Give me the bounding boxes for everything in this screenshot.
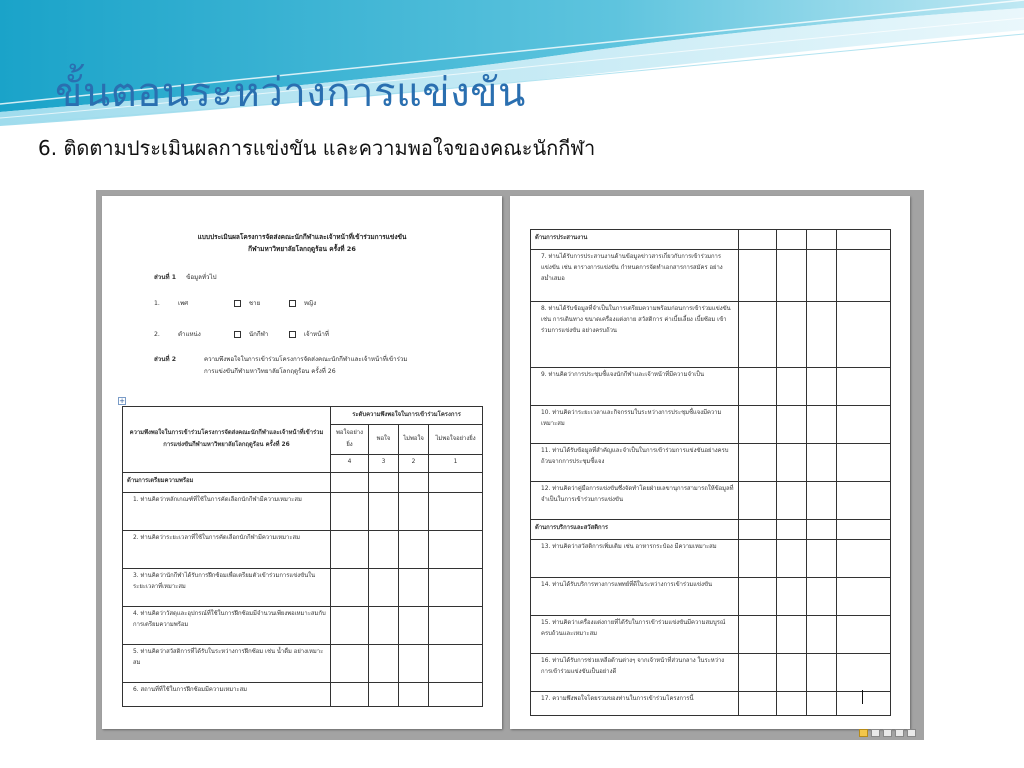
item-9: 9. ท่านคิดว่าการประชุมชี้แจงนักกีฬาและเจ้าหน้าที่มีความจำเป็น (531, 368, 739, 406)
rating-cell[interactable] (399, 493, 429, 531)
rating-cell[interactable] (807, 654, 837, 692)
part2-text-line1: ความพึงพอใจในการเข้าร่วมโครงการจัดส่งคณะนักกีฬาและเจ้าหน้าที่เข้าร่วม (203, 356, 408, 363)
item-14: 14. ท่านได้รับบริการทางการแพทย์ที่ดีในระหว่างการเข้าร่วมแข่งขัน (531, 578, 739, 616)
rating-cell[interactable] (807, 692, 837, 716)
item-1: 1. ท่านคิดว่าหลักเกณฑ์ที่ใช้ในการคัดเลือกนักกีฬามีความเหมาะสม (123, 493, 331, 531)
print-layout-view-icon[interactable] (859, 729, 868, 737)
part1-label: ส่วนที่ 1 (154, 274, 177, 281)
checkbox-male[interactable] (234, 300, 241, 307)
slide-title: ขั้นตอนระหว่างการแข่งขัน (55, 70, 526, 116)
table-row (531, 250, 891, 302)
level-header-unsatisfied: ไม่พอใจ (399, 425, 429, 455)
slide-subtitle: 6. ติดตามประเมินผลการแข่งขัน และความพอใจของคณะนักกีฬา (38, 136, 596, 160)
rating-cell[interactable] (739, 616, 777, 654)
rating-cell[interactable] (807, 578, 837, 616)
table-row (123, 683, 483, 707)
item-6: 6. สถานที่ที่ใช้ในการฝึกซ้อมมีความเหมาะสม (123, 683, 331, 707)
score-2: 2 (399, 455, 429, 473)
rating-cell[interactable] (777, 692, 807, 716)
q1-number: 1. (154, 300, 160, 307)
rating-cell[interactable] (331, 531, 369, 569)
table-row (123, 569, 483, 607)
evaluation-table-right (530, 229, 891, 716)
table-row (531, 482, 891, 520)
form-title-line2: กีฬามหาวิทยาลัยโลกฤดูร้อน ครั้งที่ 26 (248, 244, 356, 253)
q1-option-male: ชาย (248, 300, 261, 307)
rating-cell[interactable] (807, 482, 837, 520)
rating-cell[interactable] (807, 444, 837, 482)
score-4: 4 (331, 455, 369, 473)
level-header-very-unsatisfied: ไม่พอใจอย่างยิ่ง (429, 425, 483, 455)
q1-option-female: หญิง (303, 300, 317, 307)
rating-cell[interactable] (777, 302, 807, 368)
rating-cell[interactable] (777, 250, 807, 302)
category-preparation: ด้านการเตรียมความพร้อม (123, 473, 331, 493)
table-row (531, 578, 891, 616)
rating-cell[interactable] (777, 578, 807, 616)
table-row (531, 540, 891, 578)
rating-cell[interactable] (837, 406, 891, 444)
document-page-right (510, 196, 910, 729)
document-page-left (102, 196, 502, 729)
rating-cell[interactable] (837, 654, 891, 692)
item-5: 5. ท่านคิดว่าสวัสดิการที่ได้รับในระหว่างการฝึกซ้อม เช่น น้ำดื่ม อย่างเหมาะสม (123, 645, 331, 683)
item-13: 13. ท่านคิดว่าสวัสดิการเพิ่มเติม เช่น อาหารกระป๋อง มีความเหมาะสม (531, 540, 739, 578)
rating-cell[interactable] (777, 540, 807, 578)
checkbox-staff[interactable] (289, 331, 296, 338)
rating-cell[interactable] (807, 368, 837, 406)
rating-cell[interactable] (331, 493, 369, 531)
rating-cell[interactable] (739, 654, 777, 692)
question-gender (154, 298, 316, 308)
rating-cell[interactable] (331, 569, 369, 607)
table-row (531, 406, 891, 444)
rating-cell[interactable] (399, 531, 429, 569)
rating-cell[interactable] (369, 645, 399, 683)
rating-cell[interactable] (837, 482, 891, 520)
q1-label: เพศ (177, 300, 189, 307)
rating-cell[interactable] (369, 493, 399, 531)
form-title-line1: แบบประเมินผลโครงการจัดส่งคณะนักกีฬาและเจ้าหน้าที่เข้าร่วมการแข่งขัน (197, 233, 407, 241)
rating-cell[interactable] (777, 482, 807, 520)
rating-cell[interactable] (807, 406, 837, 444)
rating-cell[interactable] (739, 368, 777, 406)
table-row (531, 692, 891, 716)
rating-cell[interactable] (399, 683, 429, 707)
rating-cell[interactable] (739, 250, 777, 302)
table-row (531, 368, 891, 406)
rating-cell[interactable] (739, 540, 777, 578)
rating-cell[interactable] (331, 683, 369, 707)
rating-cell[interactable] (369, 531, 399, 569)
rating-cell[interactable] (429, 645, 483, 683)
form-title (102, 232, 502, 255)
document-viewer[interactable] (96, 190, 924, 740)
table-row (123, 645, 483, 683)
rating-cell[interactable] (807, 250, 837, 302)
rating-cell[interactable] (777, 444, 807, 482)
part2-text (204, 354, 408, 378)
rating-cell[interactable] (777, 654, 807, 692)
item-2: 2. ท่านคิดว่าระยะเวลาที่ใช้ในการคัดเลือกนักกีฬามีความเหมาะสม (123, 531, 331, 569)
rating-cell[interactable] (739, 578, 777, 616)
item-10: 10. ท่านคิดว่าระยะเวลาและกิจกรรมในระหว่างการประชุมชี้แจงมีความเหมาะสม (531, 406, 739, 444)
table-row (123, 607, 483, 645)
rating-cell[interactable] (837, 692, 891, 716)
table-header-level: ระดับความพึงพอใจในการเข้าร่วมโครงการ (331, 407, 483, 425)
rating-cell[interactable] (429, 569, 483, 607)
rating-cell[interactable] (369, 569, 399, 607)
rating-cell[interactable] (429, 531, 483, 569)
item-16: 16. ท่านได้รับการช่วยเหลือด้านต่างๆ จากเจ้าหน้าที่ส่วนกลาง ในระหว่างการเข้าร่วมแข่งขันเป็นอย่างดี (531, 654, 739, 692)
rating-cell[interactable] (807, 302, 837, 368)
rating-cell[interactable] (777, 406, 807, 444)
rating-cell[interactable] (837, 578, 891, 616)
rating-cell[interactable] (807, 540, 837, 578)
rating-cell[interactable] (399, 645, 429, 683)
checkbox-female[interactable] (289, 300, 296, 307)
part2-text-line2: การแข่งขันกีฬามหาวิทยาลัยโลกฤดูร้อน ครั้งที่ 26 (203, 367, 336, 375)
score-3: 3 (369, 455, 399, 473)
q2-option-staff: เจ้าหน้าที่ (303, 331, 329, 338)
item-7: 7. ท่านได้รับการประสานงานด้านข้อมูลข่าวสารเกี่ยวกับการเข้าร่วมการแข่งขัน เช่น ตารางการแข่งขัน กำหนดการจัดทำเอกสารการสมัคร อย่างสม่ำเสมอ (531, 250, 739, 302)
rating-cell[interactable] (369, 683, 399, 707)
rating-cell[interactable] (777, 368, 807, 406)
q2-number: 2. (154, 331, 160, 338)
rating-cell[interactable] (429, 493, 483, 531)
level-header-satisfied: พอใจ (369, 425, 399, 455)
rating-cell[interactable] (399, 607, 429, 645)
rating-cell[interactable] (837, 444, 891, 482)
rating-cell[interactable] (429, 607, 483, 645)
item-12: 12. ท่านคิดว่าคู่มือการแข่งขันซึ่งจัดทำโดยฝ่ายเลขานุการสามารถให้ข้อมูลที่จำเป็นในการเข้าร่วมการแข่งขัน (531, 482, 739, 520)
table-row (531, 302, 891, 368)
q2-label: ตำแหน่ง (177, 331, 201, 338)
rating-cell[interactable] (331, 607, 369, 645)
rating-cell[interactable] (429, 683, 483, 707)
rating-cell[interactable] (739, 302, 777, 368)
part1-text: ข้อมูลทั่วไป (186, 274, 217, 281)
rating-cell[interactable] (331, 645, 369, 683)
table-row (531, 654, 891, 692)
rating-cell[interactable] (777, 616, 807, 654)
item-11: 11. ท่านได้รับข้อมูลที่สำคัญและจำเป็นในการเข้าร่วมการแข่งขันอย่างครบถ้วนจากการประชุมชี้แจง (531, 444, 739, 482)
rating-cell[interactable] (837, 302, 891, 368)
part2-label: ส่วนที่ 2 (154, 356, 177, 363)
checkbox-athlete[interactable] (234, 331, 241, 338)
question-position (154, 329, 329, 339)
table-header-main: ความพึงพอใจในการเข้าร่วมโครงการจัดส่งคณะนักกีฬาและเจ้าหน้าที่เข้าร่วมการแข่งขันกีฬามหาวิทยาลัยโลกฤดูร้อน ครั้งที่ 26 (123, 407, 331, 473)
rating-cell[interactable] (837, 368, 891, 406)
table-row (123, 493, 483, 531)
item-8: 8. ท่านได้รับข้อมูลที่จำเป็นในการเตรียมความพร้อมก่อนการเข้าร่วมแข่งขัน เช่น การเดินทาง ขนาดเครื่องแต่งกาย สวัสดิการ ค่าเบี้ยเลี้ยง เบี้ยซ้อม เข้าร่วมการแข่งขัน อย่างครบถ้วน (531, 302, 739, 368)
rating-cell[interactable] (837, 616, 891, 654)
category-coordination: ด้านการประสานงาน (531, 230, 739, 250)
table-row (123, 531, 483, 569)
text-cursor (862, 690, 863, 704)
level-header-very-satisfied: พอใจอย่างยิ่ง (331, 425, 369, 455)
table-row (531, 444, 891, 482)
score-1: 1 (429, 455, 483, 473)
rating-cell[interactable] (399, 569, 429, 607)
rating-cell[interactable] (369, 607, 399, 645)
item-15: 15. ท่านคิดว่าเครื่องแต่งกายที่ได้รับในการเข้าร่วมแข่งขันมีความสมบูรณ์ ครบถ้วนและเหมาะสม (531, 616, 739, 654)
rating-cell[interactable] (739, 444, 777, 482)
full-screen-view-icon[interactable] (871, 729, 880, 737)
item-4: 4. ท่านคิดว่าวัสดุและอุปกรณ์ที่ใช้ในการฝึกซ้อมมีจำนวนเพียงพอเหมาะสมกับการเตรียมความพร้อม (123, 607, 331, 645)
outline-view-icon[interactable] (895, 729, 904, 737)
category-services-welfare: ด้านการบริการและสวัสดิการ (531, 520, 739, 540)
rating-cell[interactable] (837, 250, 891, 302)
rating-cell[interactable] (807, 616, 837, 654)
rating-cell[interactable] (739, 692, 777, 716)
rating-cell[interactable] (739, 406, 777, 444)
part2-row (154, 354, 407, 378)
rating-cell[interactable] (837, 540, 891, 578)
rating-cell[interactable] (739, 482, 777, 520)
evaluation-table-left (122, 406, 483, 707)
part1-row (154, 272, 217, 282)
item-17: 17. ความพึงพอใจโดยรวมของท่านในการเข้าร่วมโครงการนี้ (531, 692, 739, 716)
draft-view-icon[interactable] (907, 729, 916, 737)
table-row (531, 616, 891, 654)
view-mode-toolbar (859, 729, 916, 738)
q2-option-athlete: นักกีฬา (248, 331, 269, 338)
table-move-handle-icon[interactable]: + (119, 397, 125, 405)
item-3: 3. ท่านคิดว่านักกีฬาได้รับการฝึกซ้อมเพื่อเตรียมตัวเข้าร่วมการแข่งขันในระยะเวลาที่เหมาะสม (123, 569, 331, 607)
web-layout-view-icon[interactable] (883, 729, 892, 737)
